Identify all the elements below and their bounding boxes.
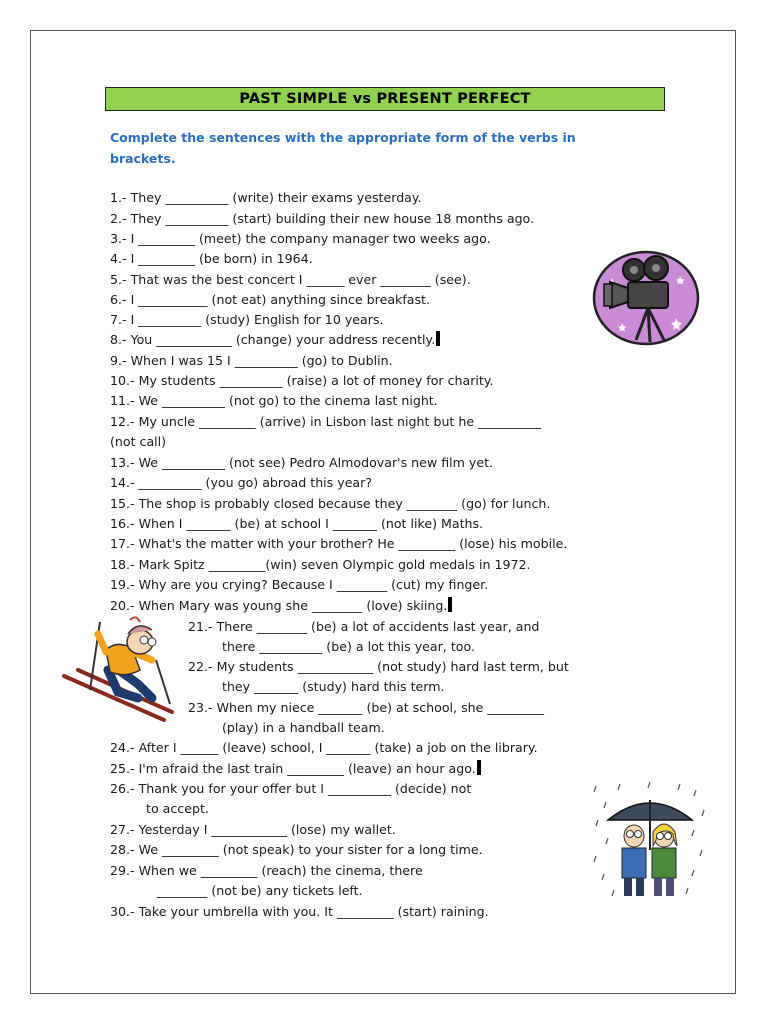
- sentence-22: 22.- My students ____________ (not study) hard last term, but: [188, 659, 569, 674]
- sentence-19: 19.- Why are you crying? Because I ________ (cut) my finger.: [110, 577, 489, 592]
- sentence-14: 14.- __________ (you go) abroad this year?: [110, 475, 373, 490]
- text-cursor-mark: [477, 760, 481, 775]
- worksheet-title: [105, 87, 665, 111]
- sentence-7: 7.- I __________ (study) English for 10 years.: [110, 312, 384, 327]
- sentence-12: 12.- My uncle _________ (arrive) in Lisbon last night but he __________: [110, 414, 542, 429]
- sentence-12-cont: (not call): [110, 434, 167, 449]
- instructions: [110, 127, 630, 169]
- text-cursor-mark: [436, 331, 440, 346]
- sentence-29-cont: ________ (not be) any tickets left.: [157, 883, 363, 898]
- sentence-13: 13.- We __________ (not see) Pedro Almodovar's new film yet.: [110, 455, 494, 470]
- sentence-25: [110, 759, 481, 779]
- sentence-3: 3.- I _________ (meet) the company manager two weeks ago.: [110, 231, 491, 246]
- sentence-23: 23.- When my niece _______ (be) at school, she _________: [188, 700, 545, 715]
- sentence-9: 9.- When I was 15 I __________ (go) to Dublin.: [110, 353, 393, 368]
- sentence-6: 6.- I ___________ (not eat) anything since breakfast.: [110, 292, 430, 307]
- sentence-1: 1.- They __________ (write) their exams yesterday.: [110, 190, 422, 205]
- sentence-23-cont: (play) in a handball team.: [222, 720, 385, 735]
- sentence-22-cont: they _______ (study) hard this term.: [222, 679, 445, 694]
- sentence-27: 27.- Yesterday I ____________ (lose) my wallet.: [110, 822, 396, 837]
- sentence-28: 28.- We _________ (not speak) to your sister for a long time.: [110, 842, 483, 857]
- sentence-11: 11.- We __________ (not go) to the cinema last night.: [110, 393, 438, 408]
- sentence-24: 24.- After I ______ (leave) school, I _______ (take) a job on the library.: [110, 740, 538, 755]
- sentence-26-cont: to accept.: [146, 801, 209, 816]
- skier-illustration: [60, 612, 180, 722]
- instructions-line-1: Complete the sentences with the appropriate form of the verbs in: [110, 130, 576, 145]
- sentence-26: 26.- Thank you for your offer but I __________ (decide) not: [110, 781, 472, 796]
- sentence-30: 30.- Take your umbrella with you. It _________ (start) raining.: [110, 904, 489, 919]
- sentence-21: 21.- There ________ (be) a lot of accidents last year, and: [188, 619, 540, 634]
- sentence-18: 18.- Mark Spitz _________(win) seven Olympic gold medals in 1972.: [110, 557, 531, 572]
- sentence-10: 10.- My students __________ (raise) a lot of money for charity.: [110, 373, 494, 388]
- sentence-8: [110, 330, 440, 350]
- sentence-8-text: 8.- You ____________ (change) your address recently.: [110, 332, 436, 347]
- sentence-2: 2.- They __________ (start) building their new house 18 months ago.: [110, 211, 535, 226]
- text-cursor-mark: [448, 597, 452, 612]
- umbrella-couple-illustration: [590, 780, 710, 902]
- instructions-line-2: brackets.: [110, 151, 176, 166]
- film-camera-icon: [592, 248, 702, 348]
- sentence-21-cont: there __________ (be) a lot this year, too.: [222, 639, 475, 654]
- sentence-29: 29.- When we _________ (reach) the cinema, there: [110, 863, 423, 878]
- title-text: PAST SIMPLE vs PRESENT PERFECT: [239, 91, 531, 107]
- sentence-25-text: 25.- I'm afraid the last train _________ (leave) an hour ago.: [110, 761, 476, 776]
- sentence-17: 17.- What's the matter with your brother? He _________ (lose) his mobile.: [110, 536, 568, 551]
- sentence-15: 15.- The shop is probably closed because they ________ (go) for lunch.: [110, 496, 551, 511]
- sentence-20-text: 20.- When Mary was young she ________ (love) skiing.: [110, 598, 448, 613]
- sentence-5: 5.- That was the best concert I ______ ever ________ (see).: [110, 272, 471, 287]
- sentence-16: 16.- When I _______ (be) at school I _______ (not like) Maths.: [110, 516, 484, 531]
- sentence-4: 4.- I _________ (be born) in 1964.: [110, 251, 313, 266]
